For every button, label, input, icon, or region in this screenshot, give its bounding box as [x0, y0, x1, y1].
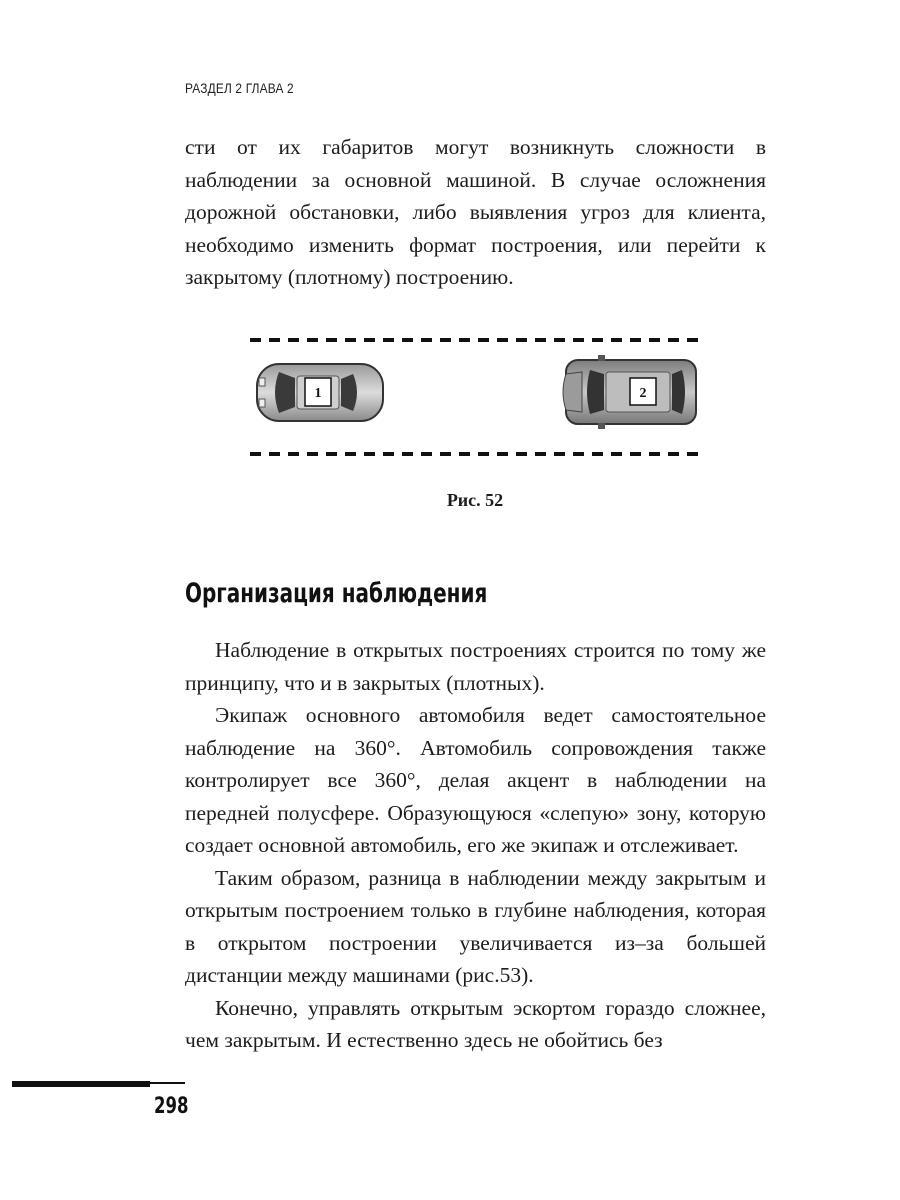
footer-rule [12, 1081, 150, 1087]
body-paragraph: Наблюдение в открытых построениях строится по тому же принципу, что и в закрытых (плотных). [185, 638, 766, 695]
footer-rule-thin [150, 1082, 185, 1084]
intro-paragraph-block [185, 131, 766, 294]
body-paragraph: Конечно, управлять открытым эскортом гораздо сложнее, чем закрытым. И естественно здесь не обойтись без [185, 995, 766, 1052]
body-paragraph: Таким образом, разница в наблюдении между закрытым и открытым построением только в глубине наблюдения, которая в открытом построении увеличивается из–за большей дистанции между машинами (рис.53). [185, 865, 766, 987]
page-number: 298 [154, 1094, 189, 1119]
car-2-label: 2 [639, 386, 647, 401]
body-paragraph: Экипаж основного автомобиля ведет самостоятельное наблюдение на 360°. Автомобиль сопровождения также контролирует все 360°, делая акцент в наблюдении на передней полусфере. Образующуюся «слепую» зону, которую создает основной автомобиль, его же экипаж и отслеживает. [185, 703, 766, 857]
car-2 [563, 355, 696, 429]
section-heading: Организация наблюдения [185, 578, 488, 609]
figure-caption: Рис. 52 [446, 490, 504, 510]
figure-52 [245, 330, 705, 460]
intro-paragraph: сти от их габаритов могут возникнуть сложности в наблюдении за основной машиной. В случае осложнения дорожной обстановки, либо выявления угроз для клиента, необходимо изменить формат построения, или перейти к закрытому (плотному) построению. [185, 135, 766, 289]
car-1 [257, 364, 383, 421]
section-body [185, 634, 766, 1057]
running-head: РАЗДЕЛ 2 ГЛАВА 2 [185, 80, 294, 96]
escort-diagram [245, 330, 705, 460]
car-1-label: 1 [314, 386, 322, 401]
